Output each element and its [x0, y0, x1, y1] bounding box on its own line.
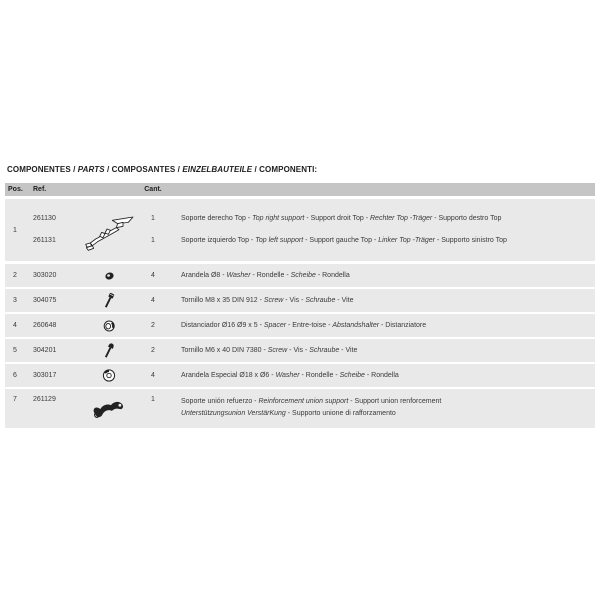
table-row: [5, 339, 595, 362]
pos-cell: 6: [13, 372, 17, 379]
washer-icon: [83, 264, 135, 287]
header-pos: Pos.: [8, 186, 23, 193]
pos-cell: 1: [13, 226, 17, 234]
desc-cell: Tornillo M6 x 40 DIN 7380 - Screw - Vis - Schraube - Vite: [181, 347, 358, 354]
ref-cell: 304201: [33, 347, 57, 354]
cant-value: 1: [151, 237, 155, 244]
table-row: [5, 264, 595, 287]
special-washer-icon: [83, 364, 135, 387]
ref-cell: 304075: [33, 297, 57, 304]
ref-value: 261131: [33, 237, 56, 244]
cant-cell: 2: [151, 322, 155, 329]
desc-line: Soporte unión refuerzo - Reinforcement union support - Support union renforcement: [181, 398, 442, 405]
table-header-row: [5, 183, 595, 196]
top-support-bracket-icon: [83, 199, 135, 261]
cant-cell: [135, 208, 171, 252]
table-row: [5, 314, 595, 337]
header-cant: Cant.: [144, 186, 162, 193]
page-title: COMPONENTES / PARTS / COMPOSANTES / EINZELBAUTEILE / COMPONENTI:: [7, 165, 318, 174]
desc-cell: Arandela Ø8 - Washer - Rondelle - Scheibe - Rondella: [181, 272, 350, 279]
pos-cell: 4: [13, 322, 17, 329]
cant-cell: 2: [151, 347, 155, 354]
cant-cell: 4: [151, 372, 155, 379]
ref-cell: [33, 208, 83, 252]
cant-cell: 4: [151, 272, 155, 279]
pos-cell: 7: [13, 396, 17, 403]
socket-head-screw-icon: [83, 289, 135, 312]
ref-cell: 303020: [33, 272, 57, 279]
pos-cell: 5: [13, 347, 17, 354]
ref-cell: 261129: [33, 396, 56, 403]
desc-cell: [171, 389, 595, 420]
table-row: [5, 364, 595, 387]
table-row: [5, 389, 595, 428]
desc-line: Soporte izquierdo Top - Top left support - Support gauche Top - Linker Top -Träger - Supporto sinistro Top: [181, 237, 507, 244]
desc-cell: Arandela Especial Ø18 x Ø6 - Washer - Rondelle - Scheibe - Rondella: [181, 372, 399, 379]
spacer-icon: [83, 314, 135, 337]
desc-line: Soporte derecho Top - Top right support - Support droit Top - Rechter Top -Träger - Supporto destro Top: [181, 215, 502, 222]
pos-cell: 2: [13, 272, 17, 279]
ref-cell: 303017: [33, 372, 57, 379]
ref-value: 261130: [33, 215, 56, 222]
cant-value: 1: [151, 215, 155, 222]
parts-table: [5, 183, 595, 428]
pos-cell: 3: [13, 297, 17, 304]
button-head-screw-icon: [83, 339, 135, 362]
desc-line: Unterstützungsunion VerstärKung - Supporto unione di rafforzamento: [181, 410, 396, 417]
cant-cell: 1: [151, 396, 155, 403]
cant-cell: 4: [151, 297, 155, 304]
table-row: [5, 289, 595, 312]
desc-cell: [171, 208, 595, 252]
desc-cell: Tornillo M8 x 35 DIN 912 - Screw - Vis - Schraube - Vite: [181, 297, 354, 304]
table-row: [5, 199, 595, 261]
reinforcement-bracket-icon: [83, 389, 135, 428]
ref-cell: 260648: [33, 322, 57, 329]
header-ref: Ref.: [33, 186, 47, 193]
desc-cell: Distanciador Ø16 Ø9 x 5 - Spacer - Entre-toise - Abstandshalter - Distanziatore: [181, 322, 427, 329]
